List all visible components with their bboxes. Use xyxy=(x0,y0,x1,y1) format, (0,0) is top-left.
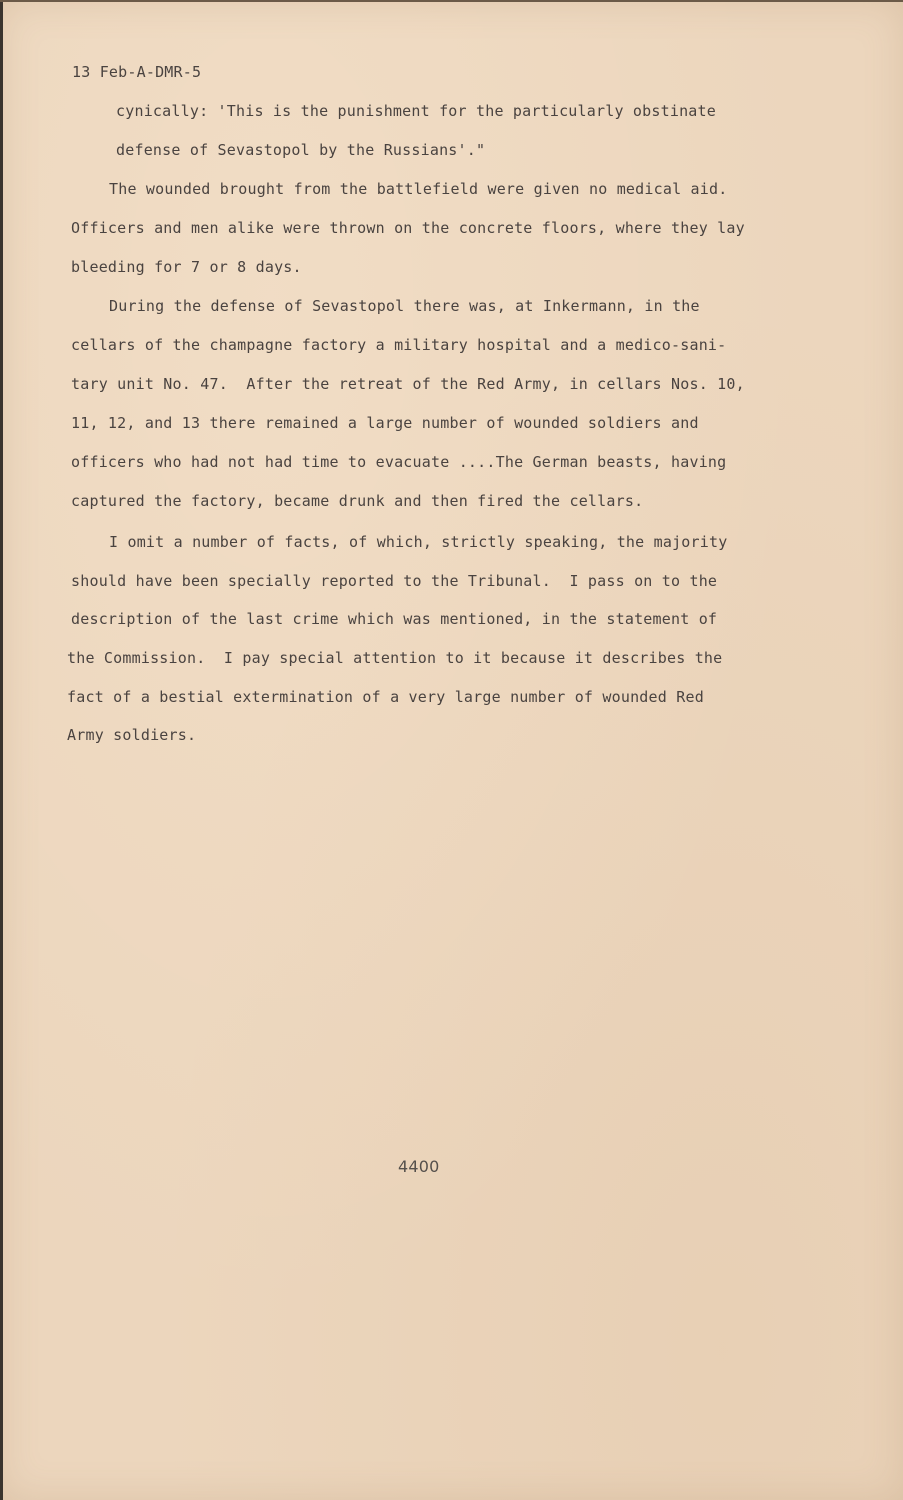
text-line: cellars of the champagne factory a military hospital and a medico-sani- xyxy=(71,336,727,354)
text-line: officers who had not had time to evacuate ....The German beasts, having xyxy=(71,453,727,471)
text-line: tary unit No. 47. After the retreat of the Red Army, in cellars Nos. 10, xyxy=(71,375,745,393)
text-line: captured the factory, became drunk and then fired the cellars. xyxy=(71,492,644,510)
text-line: cynically: 'This is the punishment for the particularly obstinate xyxy=(116,102,716,120)
text-line: fact of a bestial extermination of a very large number of wounded Red xyxy=(67,688,704,706)
page-binding-edge xyxy=(0,0,3,1500)
header-reference: 13 Feb-A-DMR-5 xyxy=(72,63,202,81)
text-line: 11, 12, and 13 there remained a large number of wounded soldiers and xyxy=(71,414,699,432)
text-line: bleeding for 7 or 8 days. xyxy=(71,258,302,276)
text-line: During the defense of Sevastopol there was, at Inkermann, in the xyxy=(109,297,700,315)
text-line: defense of Sevastopol by the Russians'." xyxy=(116,141,486,159)
text-line: the Commission. I pay special attention to it because it describes the xyxy=(67,649,723,667)
text-line: The wounded brought from the battlefield were given no medical aid. xyxy=(109,180,728,198)
text-line: should have been specially reported to the Tribunal. I pass on to the xyxy=(71,572,718,590)
page-top-edge xyxy=(0,0,903,2)
text-line: Army soldiers. xyxy=(67,726,197,744)
page-number: 4400 xyxy=(398,1157,440,1176)
text-line: description of the last crime which was mentioned, in the statement of xyxy=(71,610,718,628)
text-line: I omit a number of facts, of which, strictly speaking, the majority xyxy=(109,533,728,551)
text-line: Officers and men alike were thrown on the concrete floors, where they lay xyxy=(71,219,745,237)
